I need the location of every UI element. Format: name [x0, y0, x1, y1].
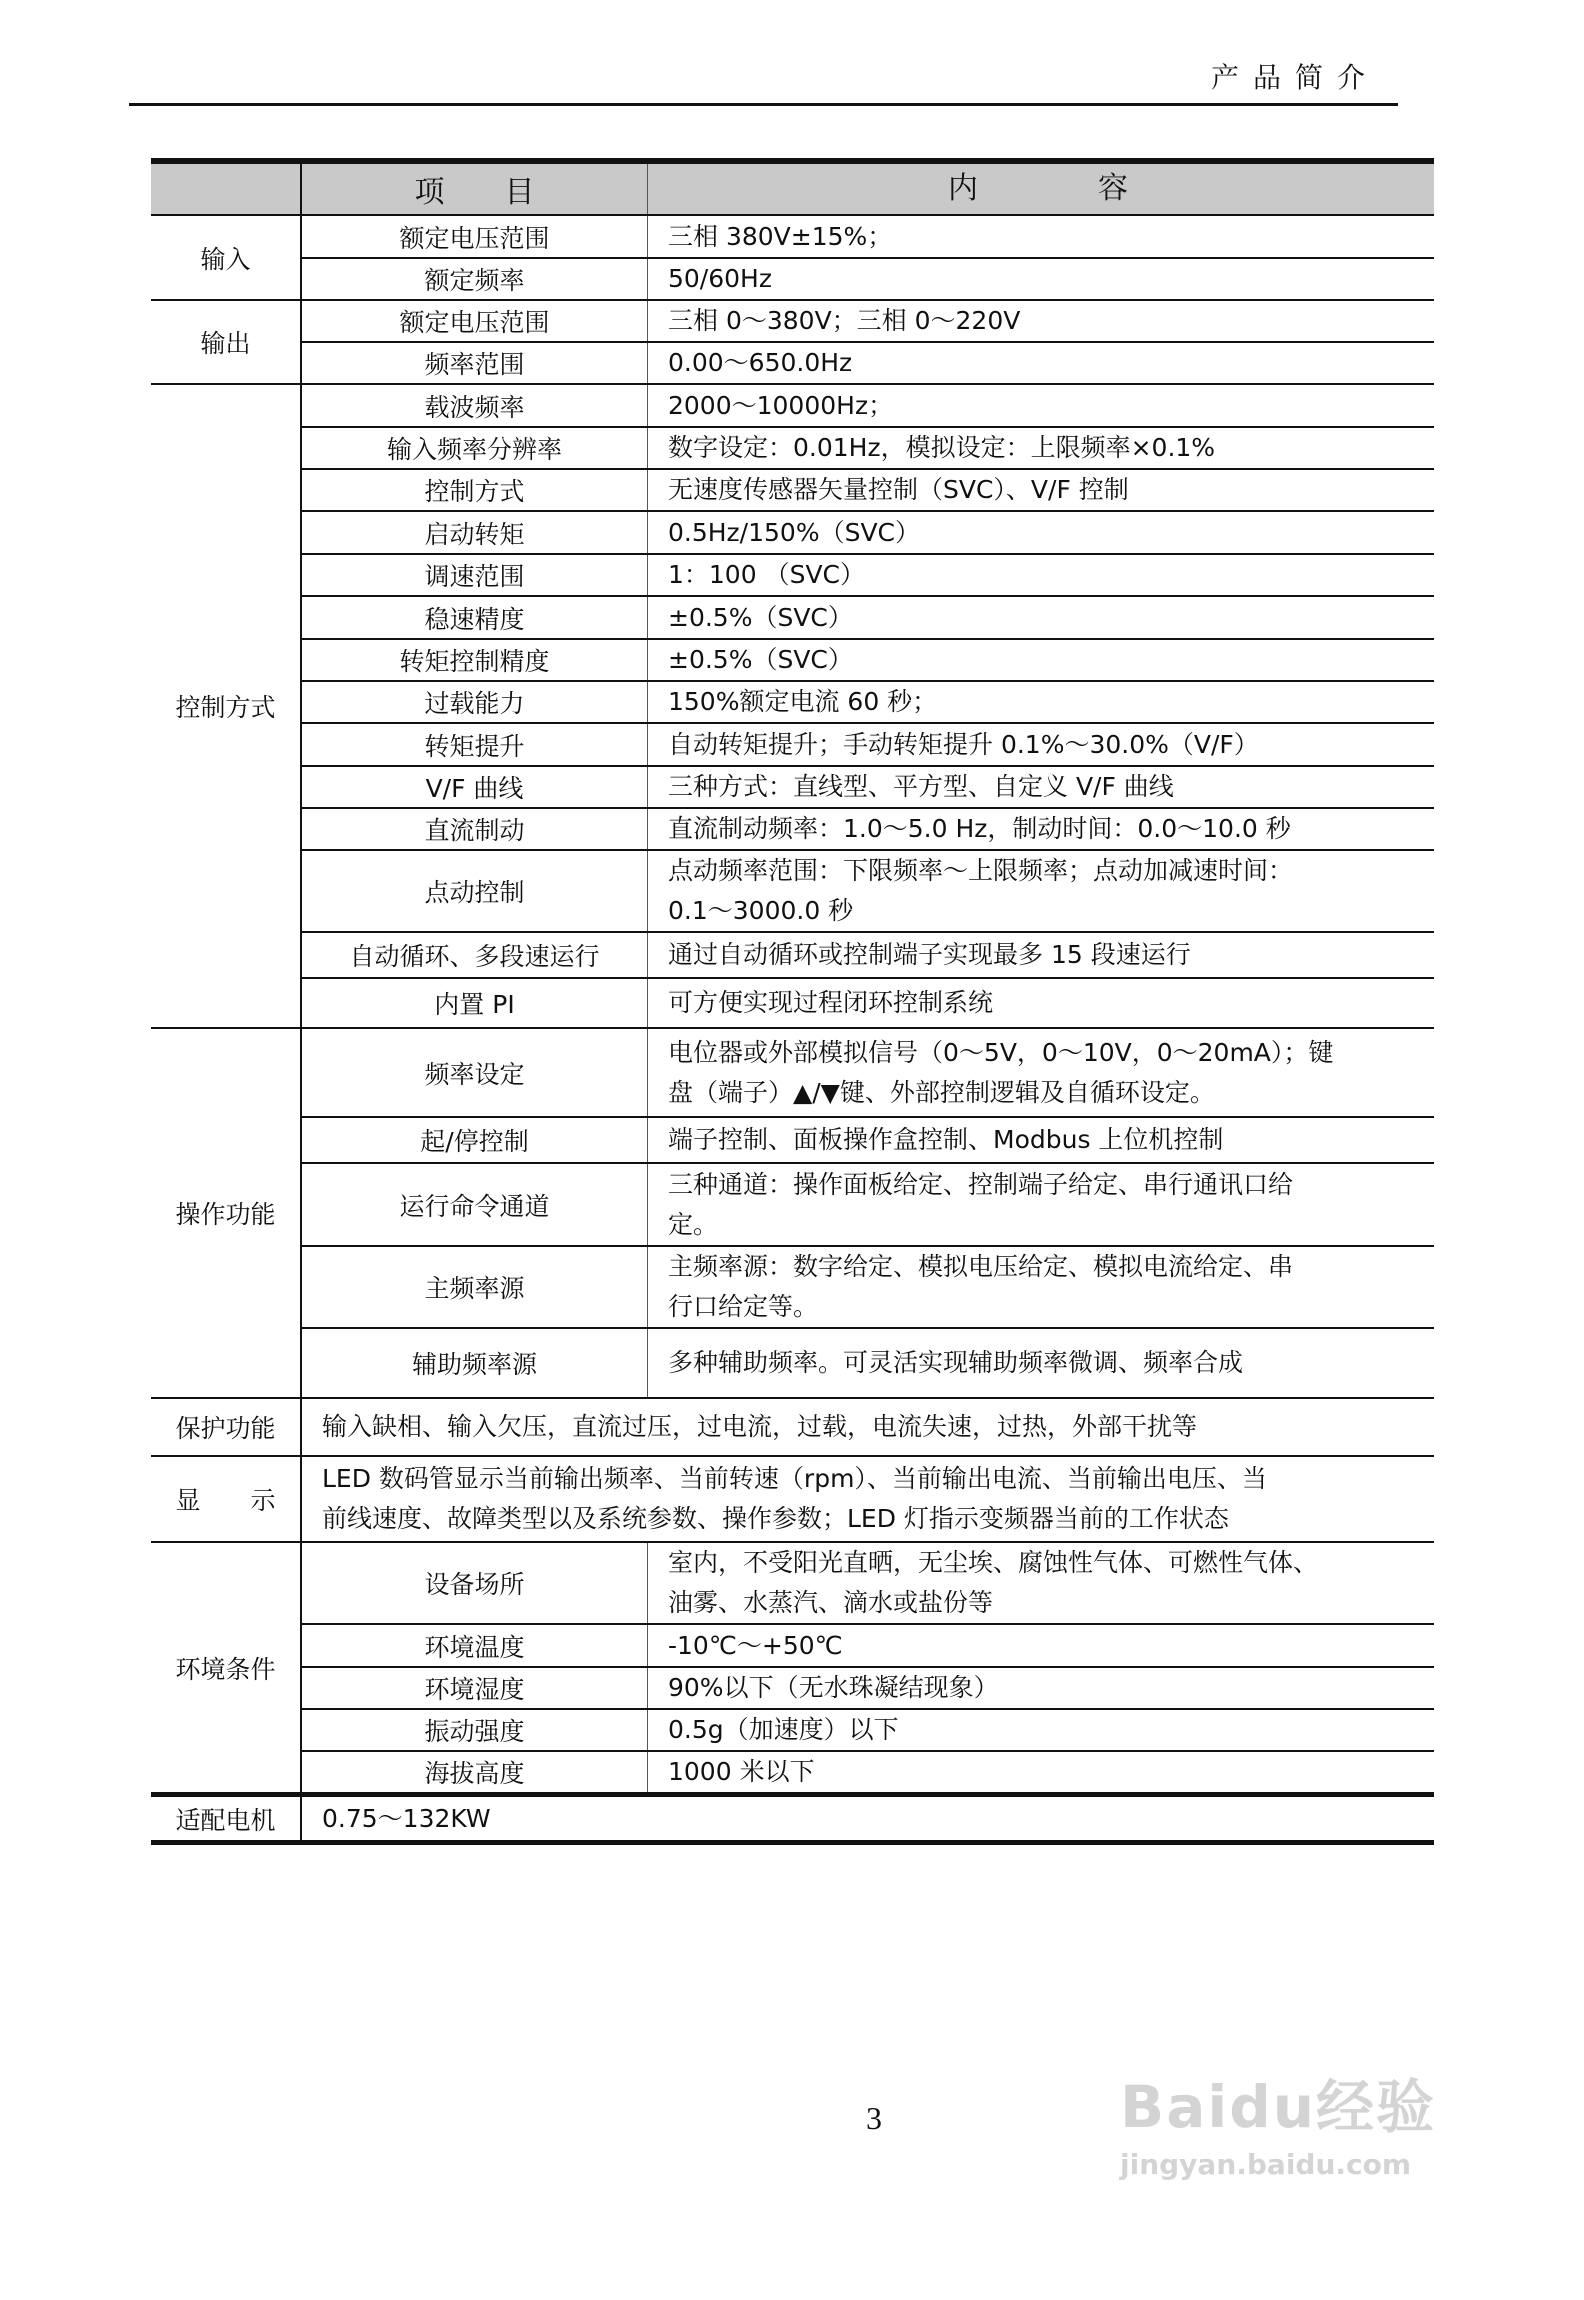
- item-name: 主频率源: [301, 1246, 648, 1328]
- item-name: 频率范围: [301, 342, 648, 384]
- table-row: [151, 808, 1434, 850]
- table-row: [151, 554, 1434, 596]
- table-row: [151, 427, 1434, 469]
- table-row: [151, 1398, 1434, 1456]
- table-row: [151, 1751, 1434, 1795]
- group-label: 控制方式: [151, 384, 301, 1028]
- item-value: ±0.5%（SVC）: [648, 596, 1435, 639]
- item-value: 0.00～650.0Hz: [648, 342, 1435, 384]
- item-value: 直流制动频率：1.0～5.0 Hz，制动时间：0.0～10.0 秒: [648, 808, 1435, 850]
- item-name: 环境湿度: [301, 1667, 648, 1709]
- item-value: 三相 380V±15%；: [648, 215, 1435, 258]
- item-value: 自动转矩提升；手动转矩提升 0.1%～30.0%（V/F）: [648, 723, 1435, 766]
- item-name: 频率设定: [301, 1028, 648, 1117]
- item-value: 点动频率范围：下限频率～上限频率；点动加减速时间： 0.1～3000.0 秒: [648, 850, 1435, 932]
- table-row: [151, 1624, 1434, 1667]
- table-row: [151, 978, 1434, 1028]
- item-name: 起/停控制: [301, 1117, 648, 1163]
- item-value: 150%额定电流 60 秒；: [648, 681, 1435, 723]
- item-name: 额定电压范围: [301, 215, 648, 258]
- item-name: 稳速精度: [301, 596, 648, 639]
- item-value: ±0.5%（SVC）: [648, 639, 1435, 681]
- watermark-logo: Baidu经验: [1120, 2073, 1437, 2141]
- item-name: 转矩提升: [301, 723, 648, 766]
- watermark-url: jingyan.baidu.com: [1120, 2148, 1412, 2181]
- group-value: LED 数码管显示当前输出频率、当前转速（rpm）、当前输出电流、当前输出电压、当 前线速度、故障类型以及系统参数、操作参数；LED 灯指示变频器当前的工作状态: [301, 1456, 1434, 1542]
- table-row: [151, 766, 1434, 808]
- table-row: [151, 300, 1434, 342]
- table-row: [151, 932, 1434, 978]
- table-row: [151, 1028, 1434, 1117]
- item-value: 2000～10000Hz；: [648, 384, 1435, 427]
- table-row: [151, 681, 1434, 723]
- item-value: 90%以下（无水珠凝结现象）: [648, 1667, 1435, 1709]
- item-value: 50/60Hz: [648, 258, 1435, 300]
- header-rule: [129, 103, 1398, 106]
- item-value: 三种通道：操作面板给定、控制端子给定、串行通讯口给 定。: [648, 1163, 1435, 1246]
- table-row: [151, 1163, 1434, 1246]
- item-name: 启动转矩: [301, 511, 648, 554]
- group-label: 适配电机: [151, 1795, 301, 1843]
- item-name: 环境温度: [301, 1624, 648, 1667]
- item-value: 无速度传感器矢量控制（SVC）、V/F 控制: [648, 469, 1435, 511]
- table-row: [151, 511, 1434, 554]
- item-value: 1000 米以下: [648, 1751, 1435, 1795]
- header-item: 项 目: [301, 161, 648, 215]
- table-row: [151, 1542, 1434, 1624]
- item-value: 三相 0～380V；三相 0～220V: [648, 300, 1435, 342]
- group-label: 保护功能: [151, 1398, 301, 1456]
- table-row: [151, 596, 1434, 639]
- group-label: 输入: [151, 215, 301, 300]
- item-name: 输入频率分辨率: [301, 427, 648, 469]
- item-name: 辅助频率源: [301, 1328, 648, 1398]
- item-name: 载波频率: [301, 384, 648, 427]
- table-row: [151, 342, 1434, 384]
- item-value: 室内，不受阳光直晒，无尘埃、腐蚀性气体、可燃性气体、 油雾、水蒸汽、滴水或盐份等: [648, 1542, 1435, 1624]
- table-row: [151, 215, 1434, 258]
- table-row: [151, 469, 1434, 511]
- table-row: [151, 258, 1434, 300]
- group-value: 输入缺相、输入欠压，直流过压，过电流，过载，电流失速，过热，外部干扰等: [301, 1398, 1434, 1456]
- table-row: [151, 639, 1434, 681]
- table-row: [151, 723, 1434, 766]
- item-value: 多种辅助频率。可灵活实现辅助频率微调、频率合成: [648, 1328, 1435, 1398]
- page-number: 3: [866, 2100, 882, 2136]
- table-row: [151, 850, 1434, 932]
- item-value: 1：100 （SVC）: [648, 554, 1435, 596]
- baidu-watermark: [1120, 2060, 1436, 2181]
- item-name: 额定电压范围: [301, 300, 648, 342]
- item-value: 三种方式：直线型、平方型、自定义 V/F 曲线: [648, 766, 1435, 808]
- header-blank-cell: [151, 161, 301, 215]
- item-value: 端子控制、面板操作盒控制、Modbus 上位机控制: [648, 1117, 1435, 1163]
- table-row: [151, 1246, 1434, 1328]
- item-name: 过载能力: [301, 681, 648, 723]
- item-value: 通过自动循环或控制端子实现最多 15 段速运行: [648, 932, 1435, 978]
- table-row: [151, 1117, 1434, 1163]
- item-name: 直流制动: [301, 808, 648, 850]
- table-row: [151, 1328, 1434, 1398]
- item-name: 设备场所: [301, 1542, 648, 1624]
- item-name: 自动循环、多段速运行: [301, 932, 648, 978]
- item-value: 主频率源：数字给定、模拟电压给定、模拟电流给定、串 行口给定等。: [648, 1246, 1435, 1328]
- item-value: -10℃～+50℃: [648, 1624, 1435, 1667]
- item-value: 可方便实现过程闭环控制系统: [648, 978, 1435, 1028]
- section-header: 产品简介: [1210, 61, 1379, 94]
- table-header-row: [151, 161, 1434, 215]
- item-name: 点动控制: [301, 850, 648, 932]
- item-value: 电位器或外部模拟信号（0～5V，0～10V，0～20mA）；键 盘（端子）▲/▼键、外部控制逻辑及自循环设定。: [648, 1028, 1435, 1117]
- spec-table: [151, 158, 1434, 1845]
- table-row: [151, 1667, 1434, 1709]
- item-value: 数字设定：0.01Hz，模拟设定：上限频率×0.1%: [648, 427, 1435, 469]
- table-row: [151, 1709, 1434, 1751]
- table-row: [151, 1456, 1434, 1542]
- item-value: 0.5Hz/150%（SVC）: [648, 511, 1435, 554]
- item-name: 转矩控制精度: [301, 639, 648, 681]
- table-row: [151, 1795, 1434, 1843]
- table-row: [151, 384, 1434, 427]
- item-name: 海拔高度: [301, 1751, 648, 1795]
- item-name: 振动强度: [301, 1709, 648, 1751]
- group-label: 显 示: [151, 1456, 301, 1542]
- group-value: 0.75～132KW: [301, 1795, 1434, 1843]
- group-label: 环境条件: [151, 1542, 301, 1795]
- item-name: 控制方式: [301, 469, 648, 511]
- item-value: 0.5g（加速度）以下: [648, 1709, 1435, 1751]
- item-name: 额定频率: [301, 258, 648, 300]
- group-label: 输出: [151, 300, 301, 384]
- header-content: 内 容: [648, 161, 1435, 215]
- item-name: 内置 PI: [301, 978, 648, 1028]
- item-name: 运行命令通道: [301, 1163, 648, 1246]
- group-label: 操作功能: [151, 1028, 301, 1398]
- item-name: V/F 曲线: [301, 766, 648, 808]
- item-name: 调速范围: [301, 554, 648, 596]
